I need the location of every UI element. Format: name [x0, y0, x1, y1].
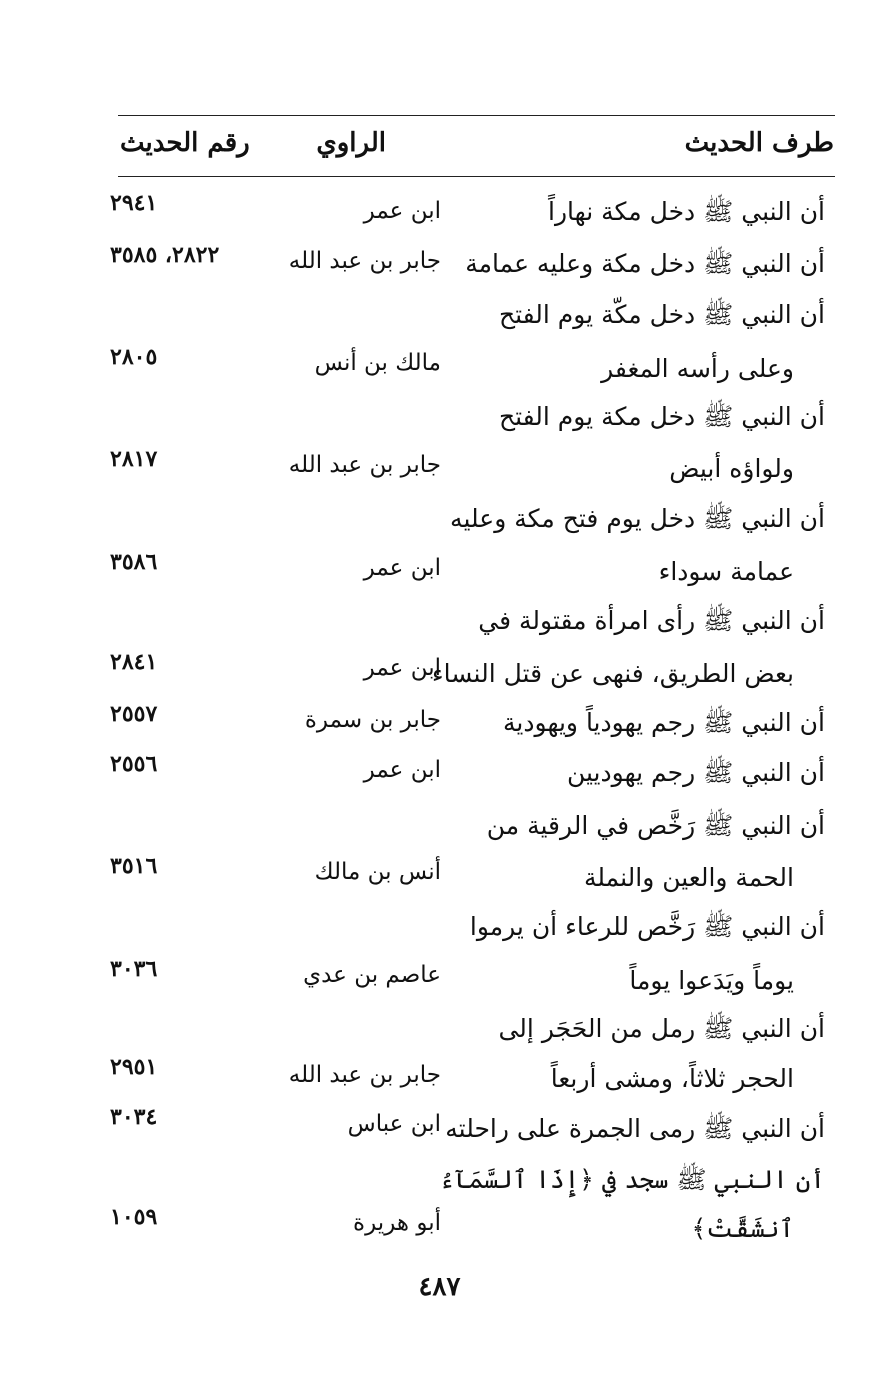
- hadith-text-line: ولواؤه أبيض: [669, 454, 794, 483]
- hadith-number: ٣٠٣٤: [110, 1104, 158, 1130]
- hadith-number: ٢٥٥٧: [110, 701, 158, 727]
- narrator: جابر بن عبد الله: [288, 452, 441, 478]
- hadith-text-line: عمامة سوداء: [658, 557, 794, 586]
- header-rule: [118, 176, 835, 177]
- narrator: أبو هريرة: [353, 1210, 441, 1236]
- header-narrator-column: الراوي: [316, 128, 386, 158]
- header-text-column: طرف الحديث: [684, 128, 834, 158]
- hadith-number: ٢٨٤١: [110, 649, 158, 675]
- hadith-text-line: يوماً ويَدَعوا يوماً: [629, 966, 794, 995]
- narrator: ابن عمر: [363, 655, 441, 681]
- hadith-text-line: ٱنشَقَّتْ﴾: [691, 1214, 794, 1243]
- hadith-number: ٣٥١٦: [110, 853, 158, 879]
- hadith-number: ٢٥٥٦: [110, 751, 158, 777]
- hadith-text-line: أن النبي ﷺ دخل يوم فتح مكة وعليه: [450, 504, 825, 533]
- narrator: ابن عمر: [363, 198, 441, 224]
- hadith-text-line: أن النبي ﷺ دخل مكة نهاراً: [548, 197, 825, 226]
- hadith-number: ٢٨٢٢، ٣٥٨٥: [110, 242, 220, 268]
- hadith-text-line: أن النبي ﷺ رجم يهودياً ويهودية: [503, 708, 825, 737]
- narrator: ابن عمر: [363, 757, 441, 783]
- hadith-text-line: الحجر ثلاثاً، ومشى أربعاً: [550, 1064, 794, 1093]
- hadith-text-line: أن النبي ﷺ رَخَّص للرعاء أن يرموا: [469, 912, 825, 941]
- hadith-number: ٢٨١٧: [110, 446, 158, 472]
- narrator: ابن عباس: [347, 1111, 441, 1137]
- hadith-text-line: أن النبي ﷺ سجد في ﴿إِذَا ٱلسَّمَآءُ: [439, 1165, 825, 1194]
- hadith-text-line: أن النبي ﷺ دخل مكة وعليه عمامة: [465, 249, 825, 278]
- hadith-text-line: أن النبي ﷺ دخل مكة يوم الفتح: [498, 402, 825, 431]
- hadith-text-line: أن النبي ﷺ رَخَّص في الرقية من: [486, 811, 825, 840]
- narrator: مالك بن أنس: [314, 350, 441, 376]
- hadith-text-line: وعلى رأسه المغفر: [601, 354, 794, 383]
- header-number-column: رقم الحديث: [120, 128, 250, 158]
- narrator: جابر بن عبد الله: [288, 1062, 441, 1088]
- narrator: أنس بن مالك: [314, 859, 441, 885]
- hadith-text-line: بعض الطريق، فنهى عن قتل النساء: [431, 659, 794, 688]
- hadith-text-line: أن النبي ﷺ رجم يهوديين: [566, 758, 825, 787]
- hadith-text-line: أن النبي ﷺ دخل مكّة يوم الفتح: [498, 300, 825, 329]
- narrator: جابر بن سمرة: [304, 707, 441, 733]
- hadith-text-line: أن النبي ﷺ رمل من الحَجَر إلى: [498, 1014, 825, 1043]
- hadith-number: ٣٠٣٦: [110, 956, 158, 982]
- hadith-number: ٢٨٠٥: [110, 344, 158, 370]
- hadith-number: ٢٩٥١: [110, 1054, 158, 1080]
- narrator: عاصم بن عدي: [303, 962, 441, 988]
- hadith-number: ٣٥٨٦: [110, 549, 158, 575]
- page-number: ٤٨٧: [418, 1272, 461, 1302]
- narrator: جابر بن عبد الله: [288, 248, 441, 274]
- hadith-text-line: الحمة والعين والنملة: [583, 863, 794, 892]
- narrator: ابن عمر: [363, 555, 441, 581]
- hadith-text-line: أن النبي ﷺ رمى الجمرة على راحلته: [445, 1114, 825, 1143]
- hadith-number: ١٠٥٩: [110, 1204, 158, 1230]
- top-rule: [118, 115, 835, 116]
- hadith-text-line: أن النبي ﷺ رأى امرأة مقتولة في: [478, 606, 825, 635]
- hadith-number: ٢٩٤١: [110, 190, 158, 216]
